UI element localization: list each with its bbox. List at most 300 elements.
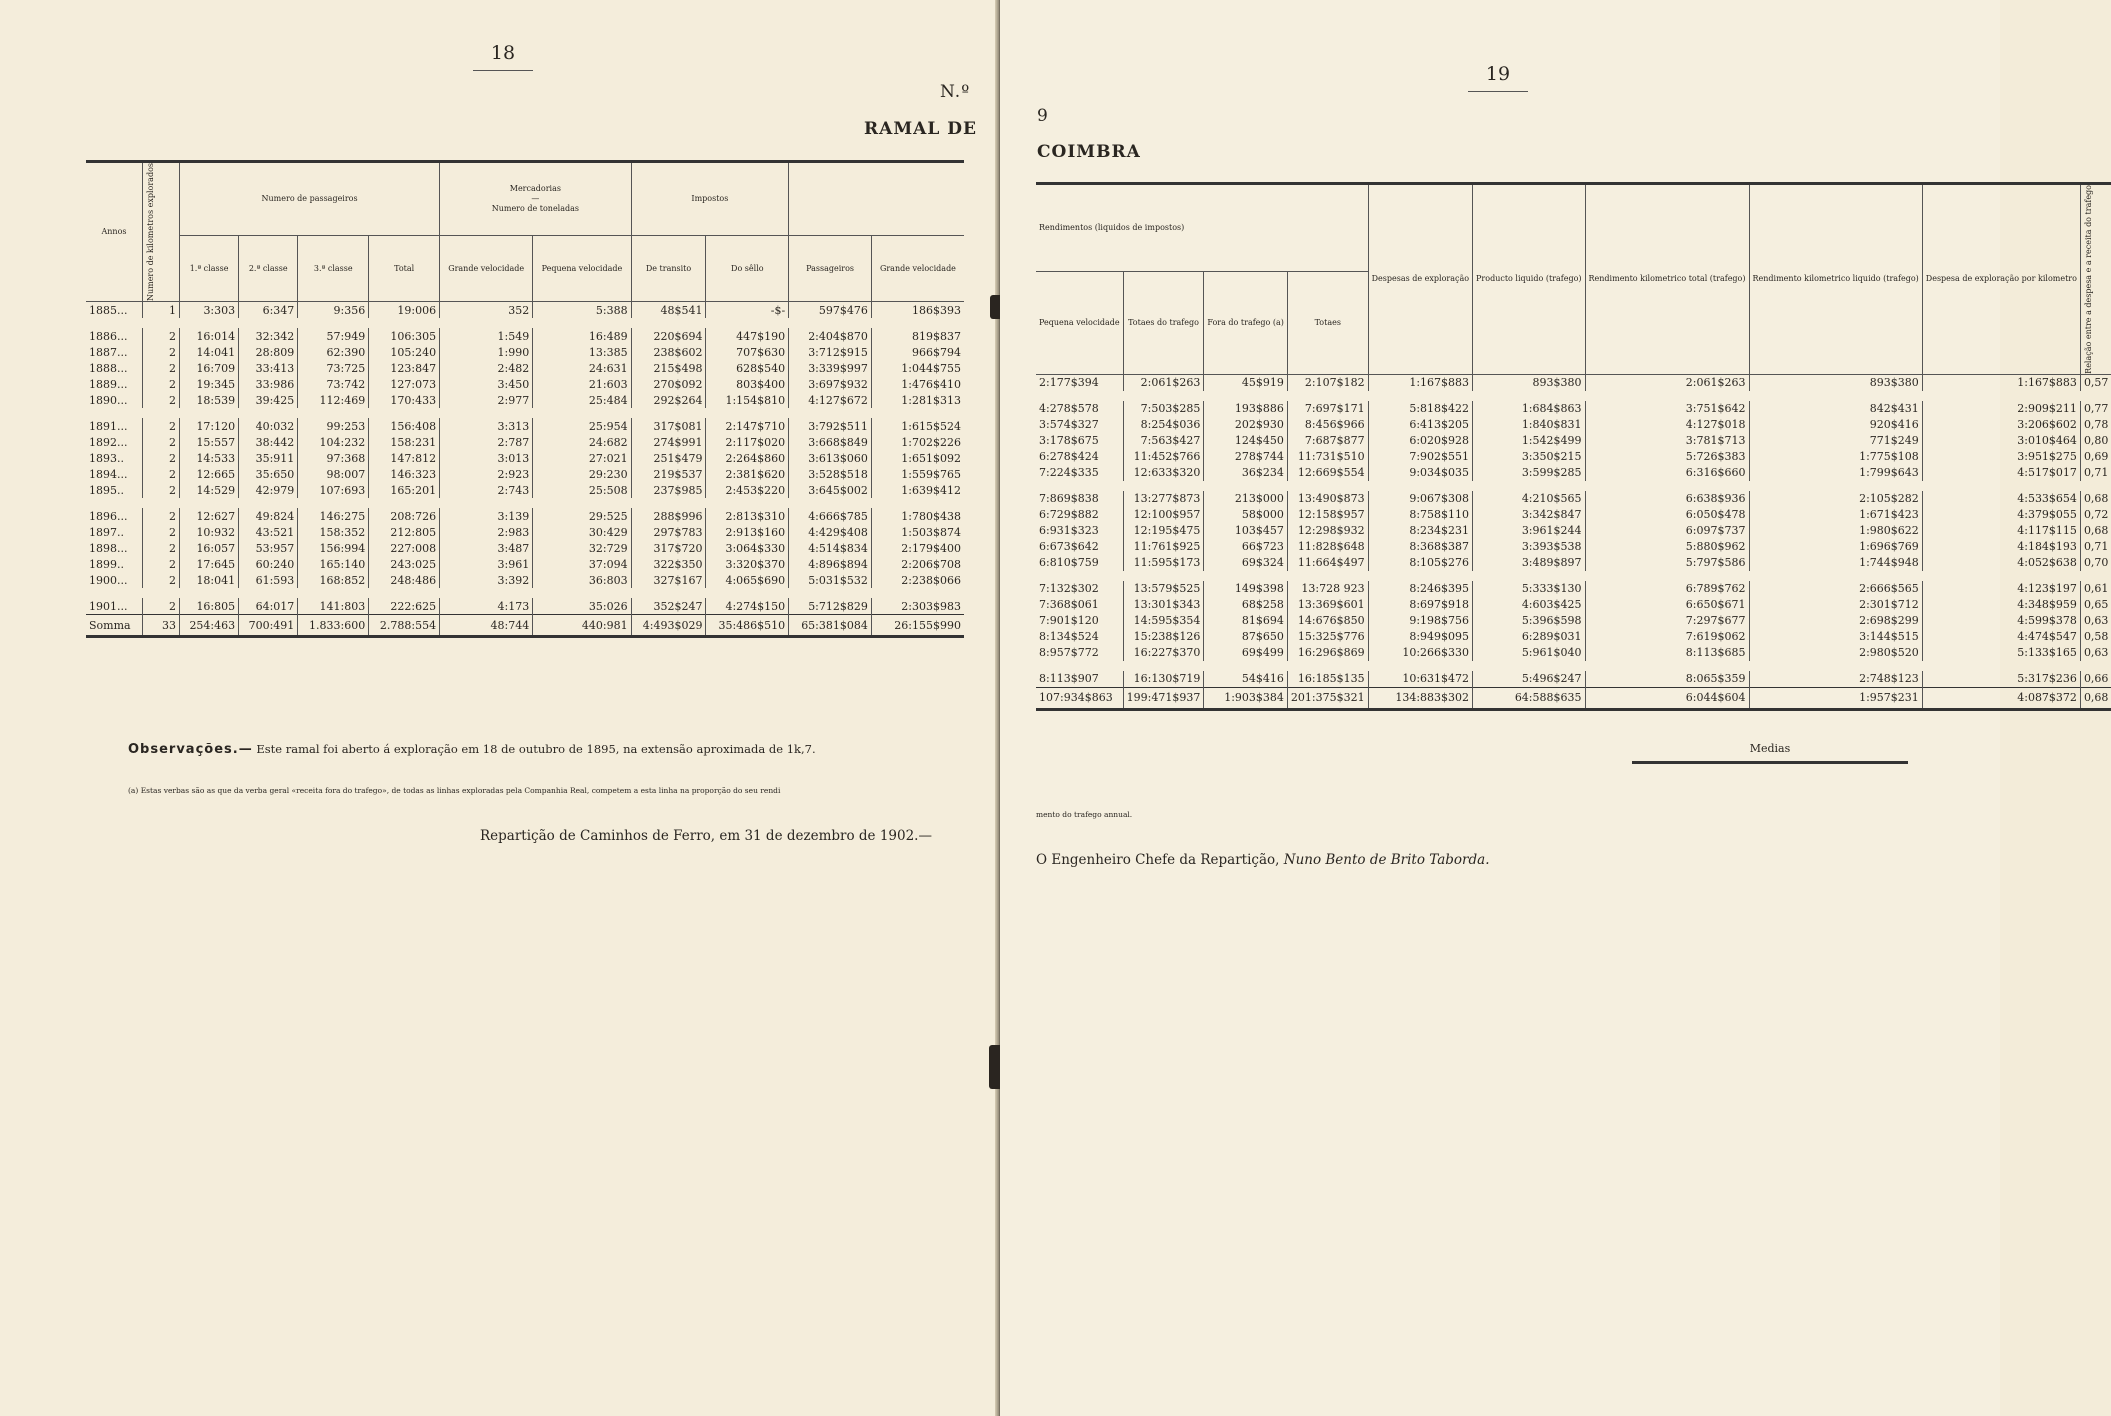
table-cell: -$-	[706, 302, 789, 319]
table-cell: 2	[143, 434, 180, 450]
table-cell: 3:303	[180, 302, 239, 319]
table-cell: 2	[143, 418, 180, 434]
table-cell: 1:775$108	[1749, 449, 1922, 465]
table-cell: 2:105$282	[1749, 491, 1922, 507]
table-cell: 4:348$959	[1922, 597, 2080, 613]
table-cell: 7:368$061	[1039, 598, 1099, 612]
table-cell: 0,72	[2080, 507, 2111, 523]
table-cell: 10:266$330	[1368, 645, 1472, 661]
obs-text: Este ramal foi aberto á exploração em 18 de outubro de 1895, na extensão aproximada de 1k,7.	[256, 742, 816, 756]
table-cell: 3:574$327	[1039, 418, 1099, 432]
total-cell: 64:588$635	[1473, 687, 1585, 709]
table-row	[1036, 507, 2111, 523]
table-cell: 6:673$642	[1039, 540, 1099, 554]
table-cell: 297$783	[631, 524, 706, 540]
table-cell: 16:227$370	[1123, 645, 1204, 661]
table-cell: 1:799$643	[1749, 465, 1922, 481]
table-cell: 5:396$598	[1473, 613, 1585, 629]
total-cell: 1:957$231	[1749, 687, 1922, 709]
table-cell: 6:810$759	[1039, 556, 1099, 570]
table-cell: 9:034$035	[1368, 465, 1472, 481]
table-cell: 2:923	[440, 466, 533, 482]
col-cls1: 1.ª classe	[180, 236, 239, 302]
table-cell: 24:631	[533, 360, 631, 376]
table-cell: 1886...	[89, 329, 128, 343]
table-cell: 292$264	[631, 392, 706, 408]
table-cell: 6:789$762	[1585, 581, 1749, 597]
col-km	[143, 162, 180, 302]
table-cell: 69$499	[1204, 645, 1288, 661]
table-cell: 12:195$475	[1123, 523, 1204, 539]
table-row	[86, 392, 964, 408]
table-cell: 317$720	[631, 540, 706, 556]
table-cell: 37:094	[533, 556, 631, 572]
table-cell: 12:158$957	[1287, 507, 1368, 523]
table-cell: 165:140	[298, 556, 369, 572]
col-km-label: Numero de kilometros explorados	[146, 163, 155, 302]
table-cell: 6:650$671	[1585, 597, 1749, 613]
table-cell: 2:264$860	[706, 450, 789, 466]
table-cell: 68$258	[1204, 597, 1288, 613]
table-cell: 0,66	[2080, 671, 2111, 688]
table-cell: 13:301$343	[1123, 597, 1204, 613]
table-cell: 2:303$983	[871, 598, 964, 615]
table-cell: 99:253	[298, 418, 369, 434]
table-cell: 3:712$915	[789, 344, 872, 360]
table-cell: 327$167	[631, 572, 706, 588]
table-cell: 29:525	[533, 508, 631, 524]
table-row	[1036, 645, 2111, 661]
table-cell: 893$380	[1473, 374, 1585, 391]
table-cell: 53:957	[239, 540, 298, 556]
table-cell: 40:032	[239, 418, 298, 434]
table-cell: 42:979	[239, 482, 298, 498]
table-cell: 920$416	[1749, 417, 1922, 433]
table-row	[1036, 613, 2111, 629]
table-cell: 8:246$395	[1368, 581, 1472, 597]
spacer-cell	[1036, 571, 2111, 581]
table-cell: 0,63	[2080, 613, 2111, 629]
total-cell: 4:493$029	[631, 615, 706, 637]
table-cell: 4:127$672	[789, 392, 872, 408]
table-row	[86, 376, 964, 392]
table-cell: 3:792$511	[789, 418, 872, 434]
total-cell: 2.788:554	[369, 615, 440, 637]
table-cell: 0,71	[2080, 465, 2111, 481]
table-row	[86, 572, 964, 588]
table-cell: 14:595$354	[1123, 613, 1204, 629]
col-rend-liq: Rendimento kilometrico liquido (trafego)	[1749, 184, 1922, 375]
table-cell: 3:599$285	[1473, 465, 1585, 481]
col-pequena-r: Pequena velocidade	[1036, 272, 1123, 374]
table-cell: 141:803	[298, 598, 369, 615]
table-cell: 2	[143, 328, 180, 344]
table-cell: 1:671$423	[1749, 507, 1922, 523]
table-cell: 25:954	[533, 418, 631, 434]
table-cell: 66$723	[1204, 539, 1288, 555]
table-cell: 0,68	[2080, 491, 2111, 507]
table-cell: 4:278$578	[1039, 402, 1099, 416]
table-cell: 4:173	[440, 598, 533, 615]
table-cell: 11:761$925	[1123, 539, 1204, 555]
table-cell: 106:305	[369, 328, 440, 344]
table-cell: 81$694	[1204, 613, 1288, 629]
table-cell: 248:486	[369, 572, 440, 588]
table-cell: 2:977	[440, 392, 533, 408]
table-cell: 6:931$323	[1039, 524, 1099, 538]
table-cell: 4:474$547	[1922, 629, 2080, 645]
table-cell: 6:729$882	[1039, 508, 1099, 522]
table-cell: 8:105$276	[1368, 555, 1472, 571]
table-cell: 2:698$299	[1749, 613, 1922, 629]
table-cell: 15:557	[180, 434, 239, 450]
table-cell: 17:120	[180, 418, 239, 434]
table-cell: 1898...	[89, 541, 128, 555]
col-passageiros: Numero de passageiros	[180, 162, 440, 236]
table-cell: 10:932	[180, 524, 239, 540]
table-cell: 38:442	[239, 434, 298, 450]
table-cell: 1:154$810	[706, 392, 789, 408]
table-cell: 1:167$883	[1922, 374, 2080, 391]
table-cell: 2:061$263	[1585, 374, 1749, 391]
table-cell: 4:274$150	[706, 598, 789, 615]
table-cell: 2	[143, 344, 180, 360]
table-cell: 5:880$962	[1585, 539, 1749, 555]
header-title-left: RAMAL DE	[864, 119, 977, 139]
table-cell: 3:961	[440, 556, 533, 572]
right-page	[1000, 0, 2109, 1416]
table-cell: 16:014	[180, 328, 239, 344]
table-cell: 14:676$850	[1287, 613, 1368, 629]
table-cell: 16:296$869	[1287, 645, 1368, 661]
table-cell: 15:238$126	[1123, 629, 1204, 645]
table-cell: 6:278$424	[1039, 450, 1099, 464]
table-cell: 123:847	[369, 360, 440, 376]
table-cell: 2	[143, 392, 180, 408]
table-cell: 3:350$215	[1473, 449, 1585, 465]
table-cell: 1:639$412	[871, 482, 964, 498]
table-cell: 6:020$928	[1368, 433, 1472, 449]
table-cell: 237$985	[631, 482, 706, 498]
table-cell: 2	[143, 572, 180, 588]
table-cell: 8:134$524	[1039, 630, 1099, 644]
row-spacer	[86, 498, 964, 508]
total-cell: 48:744	[440, 615, 533, 637]
col-totaes-trafego: Totaes do trafego	[1123, 272, 1204, 374]
table-cell: 4:599$378	[1922, 613, 2080, 629]
table-cell: 1:476$410	[871, 376, 964, 392]
col-rendimentos-cont	[789, 162, 964, 236]
table-cell: 0,80	[2080, 433, 2111, 449]
table-cell: 9:356	[298, 302, 369, 319]
spacer-cell	[86, 588, 964, 598]
table-cell: 270$092	[631, 376, 706, 392]
table-cell: 3:951$275	[1922, 449, 2080, 465]
table-cell: 3:178$675	[1039, 434, 1099, 448]
table-cell: 771$249	[1749, 433, 1922, 449]
table-cell: 219$537	[631, 466, 706, 482]
table-cell: 4:065$690	[706, 572, 789, 588]
table-cell: 29:230	[533, 466, 631, 482]
table-cell: 0,71	[2080, 539, 2111, 555]
table-row	[86, 540, 964, 556]
table-cell: 6:638$936	[1585, 491, 1749, 507]
spacer-cell	[86, 318, 964, 328]
table-cell: 0,61	[2080, 581, 2111, 597]
row-spacer	[86, 318, 964, 328]
col-cls2: 2.ª classe	[239, 236, 298, 302]
table-row	[86, 302, 964, 319]
spacer-cell	[86, 498, 964, 508]
table-row	[1036, 433, 2111, 449]
table-row	[86, 466, 964, 482]
table-cell: 21:603	[533, 376, 631, 392]
page-number-text: 18	[490, 42, 516, 64]
row-spacer	[86, 588, 964, 598]
table-cell: 3:144$515	[1749, 629, 1922, 645]
table-cell: 2:909$211	[1922, 401, 2080, 417]
table-cell: 8:957$772	[1039, 646, 1099, 660]
table-cell: 2	[143, 466, 180, 482]
table-cell: 3:489$897	[1473, 555, 1585, 571]
col-totaes: Totaes	[1287, 272, 1368, 374]
table-cell: 2	[143, 450, 180, 466]
table-cell: 98:007	[298, 466, 369, 482]
table-row	[1036, 491, 2111, 507]
table-cell: 4:429$408	[789, 524, 872, 540]
table-cell: 2:107$182	[1287, 374, 1368, 391]
table-cell: 35:026	[533, 598, 631, 615]
table-cell: 45$919	[1204, 374, 1288, 391]
table-cell: 158:231	[369, 434, 440, 450]
table-row	[1036, 523, 2111, 539]
col-mercadorias	[440, 162, 631, 236]
table-cell: 0,68	[2080, 523, 2111, 539]
table-cell: 33:413	[239, 360, 298, 376]
table-cell: 3:393$538	[1473, 539, 1585, 555]
table-cell: 4:533$654	[1922, 491, 2080, 507]
table-cell: 1:281$313	[871, 392, 964, 408]
total-cell: 6:044$604	[1585, 687, 1749, 709]
table-cell: 3:320$370	[706, 556, 789, 572]
table-cell: 628$540	[706, 360, 789, 376]
table-cell: 1:651$092	[871, 450, 964, 466]
total-row	[86, 615, 964, 637]
col-producto: Producto liquido (trafego)	[1473, 184, 1585, 375]
table-cell: 1894...	[89, 467, 128, 481]
table-cell: 1:615$524	[871, 418, 964, 434]
signoff-prefix: O Engenheiro Chefe da Repartição,	[1036, 852, 1284, 868]
row-spacer	[1036, 571, 2111, 581]
table-cell: 28:809	[239, 344, 298, 360]
table-cell: 61:593	[239, 572, 298, 588]
col-cls3: 3.ª classe	[298, 236, 369, 302]
table-cell: 274$991	[631, 434, 706, 450]
table-cell: 1887...	[89, 345, 128, 359]
left-table-body	[86, 302, 964, 637]
table-cell: 165:201	[369, 482, 440, 498]
table-row	[86, 508, 964, 524]
total-cell: Somma	[86, 615, 143, 637]
col-grande: Grande velocidade	[440, 236, 533, 302]
total-cell: 4:087$372	[1922, 687, 2080, 709]
col-sello: Do sêllo	[706, 236, 789, 302]
table-cell: 24:682	[533, 434, 631, 450]
table-cell: 64:017	[239, 598, 298, 615]
table-cell: 158:352	[298, 524, 369, 540]
table-cell: 168:852	[298, 572, 369, 588]
table-cell: 1:780$438	[871, 508, 964, 524]
table-cell: 127:073	[369, 376, 440, 392]
table-cell: 8:065$359	[1585, 671, 1749, 688]
col-impostos: Impostos	[631, 162, 789, 236]
table-row	[1036, 417, 2111, 433]
table-cell: 19:006	[369, 302, 440, 319]
table-cell: 842$431	[1749, 401, 1922, 417]
table-cell: 1:559$765	[871, 466, 964, 482]
table-cell: 1:990	[440, 344, 533, 360]
table-cell: 5:031$532	[789, 572, 872, 588]
table-row	[86, 360, 964, 376]
table-cell: 2:666$565	[1749, 581, 1922, 597]
table-cell: 1:044$755	[871, 360, 964, 376]
table-cell: 149$398	[1204, 581, 1288, 597]
col-relacao	[2080, 184, 2111, 375]
table-cell: 5:317$236	[1922, 671, 2080, 688]
left-page	[0, 0, 995, 1416]
table-cell: 2	[143, 524, 180, 540]
row-spacer	[86, 408, 964, 418]
table-cell: 4:123$197	[1922, 581, 2080, 597]
total-cell: 33	[143, 615, 180, 637]
table-cell: 2:913$160	[706, 524, 789, 540]
table-row	[1036, 581, 2111, 597]
table-cell: 7:297$677	[1585, 613, 1749, 629]
table-cell: 7:901$120	[1039, 614, 1099, 628]
table-cell: 3:668$849	[789, 434, 872, 450]
table-cell: 2:983	[440, 524, 533, 540]
footnote-right: mento do trafego annual.	[1036, 810, 1133, 819]
table-cell: 2:117$020	[706, 434, 789, 450]
table-row	[86, 556, 964, 572]
table-cell: 0,70	[2080, 555, 2111, 571]
right-table-body	[1036, 374, 2111, 709]
table-cell: 6:050$478	[1585, 507, 1749, 523]
total-cell: 1:903$384	[1204, 687, 1288, 709]
table-cell: 12:627	[180, 508, 239, 524]
col-rendimentos: Rendimentos (liquidos de impostos)	[1039, 223, 1185, 233]
table-cell: 966$794	[871, 344, 964, 360]
table-cell: 1:167$883	[1368, 374, 1472, 391]
signoff-right	[1036, 852, 1490, 868]
table-cell: 1:744$948	[1749, 555, 1922, 571]
table-cell: 2:748$123	[1749, 671, 1922, 688]
table-cell: 5:333$130	[1473, 581, 1585, 597]
total-cell: 0,68	[2080, 687, 2111, 709]
col-total: Total	[369, 236, 440, 302]
total-row	[1036, 687, 2111, 709]
table-cell: 3:751$642	[1585, 401, 1749, 417]
table-cell: 3:961$244	[1473, 523, 1585, 539]
table-cell: 5:133$165	[1922, 645, 2080, 661]
table-cell: 3:206$602	[1922, 417, 2080, 433]
table-cell: 1892...	[89, 435, 128, 449]
table-cell: 14:041	[180, 344, 239, 360]
table-cell: 4:117$115	[1922, 523, 2080, 539]
table-cell: 11:452$766	[1123, 449, 1204, 465]
table-cell: 12:669$554	[1287, 465, 1368, 481]
table-cell: 73:725	[298, 360, 369, 376]
table-cell: 1896...	[89, 509, 128, 523]
left-ledger-table	[86, 160, 964, 638]
table-cell: 25:508	[533, 482, 631, 498]
table-cell: 1:542$499	[1473, 433, 1585, 449]
table-cell: 30:429	[533, 524, 631, 540]
table-cell: 35:650	[239, 466, 298, 482]
table-cell: 3:339$997	[789, 360, 872, 376]
col-despesas: Despesas de exploração	[1368, 184, 1472, 375]
table-cell: 220$694	[631, 328, 706, 344]
table-row	[1036, 597, 2111, 613]
table-cell: 1888...	[89, 361, 128, 375]
table-cell: 39:425	[239, 392, 298, 408]
table-cell: 19:345	[180, 376, 239, 392]
table-cell: 12:100$957	[1123, 507, 1204, 523]
table-cell: 105:240	[369, 344, 440, 360]
table-cell: 16:805	[180, 598, 239, 615]
table-cell: 278$744	[1204, 449, 1288, 465]
table-row	[86, 598, 964, 615]
table-cell: 146:275	[298, 508, 369, 524]
total-cell: 1.833:600	[298, 615, 369, 637]
table-cell: 170:433	[369, 392, 440, 408]
table-cell: 43:521	[239, 524, 298, 540]
table-cell: 13:579$525	[1123, 581, 1204, 597]
table-cell: 7:132$302	[1039, 582, 1099, 596]
table-cell: 6:347	[239, 302, 298, 319]
table-cell: 3:528$518	[789, 466, 872, 482]
total-cell: 65:381$084	[789, 615, 872, 637]
table-cell: 73:742	[298, 376, 369, 392]
table-cell: 13:277$873	[1123, 491, 1204, 507]
table-cell: 156:408	[369, 418, 440, 434]
table-cell: 3:450	[440, 376, 533, 392]
page-number-rule	[473, 70, 533, 71]
table-cell: 9:198$756	[1368, 613, 1472, 629]
total-cell: 199:471$937	[1123, 687, 1204, 709]
table-row	[1036, 671, 2111, 688]
total-cell: 26:155$990	[871, 615, 964, 637]
table-cell: 3:342$847	[1473, 507, 1585, 523]
table-cell: 7:697$171	[1287, 401, 1368, 417]
table-cell: 5:726$383	[1585, 449, 1749, 465]
table-cell: 2	[143, 556, 180, 572]
table-cell: 0,58	[2080, 629, 2111, 645]
table-cell: 57:949	[298, 328, 369, 344]
col-fora: Fora do trafego (a)	[1204, 272, 1288, 374]
table-cell: 16:057	[180, 540, 239, 556]
table-cell: 8:758$110	[1368, 507, 1472, 523]
table-cell: 8:254$036	[1123, 417, 1204, 433]
col-grande-rend: Grande velocidade	[871, 236, 964, 302]
table-cell: 208:726	[369, 508, 440, 524]
table-cell: 3:139	[440, 508, 533, 524]
table-row	[1036, 374, 2111, 391]
table-cell: 13:728 923	[1287, 581, 1368, 597]
table-cell: 25:484	[533, 392, 631, 408]
table-cell: 8:234$231	[1368, 523, 1472, 539]
table-cell: 288$996	[631, 508, 706, 524]
